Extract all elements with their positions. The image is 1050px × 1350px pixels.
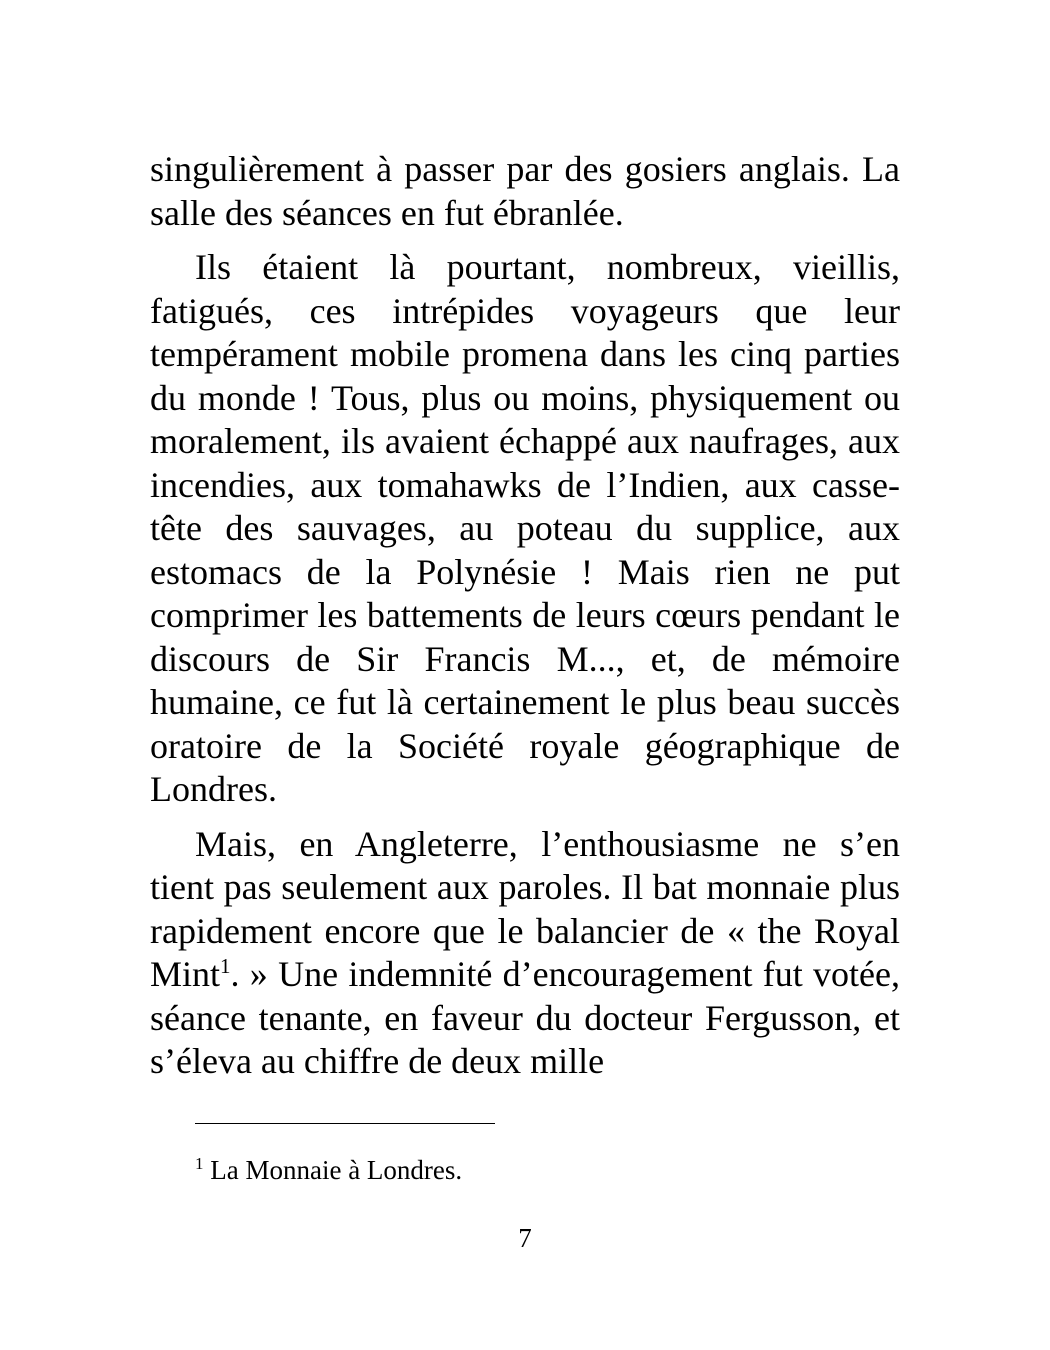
footnote-separator [195, 1123, 495, 1124]
footnote-marker: 1 [195, 1154, 204, 1173]
paragraph-enthusiasm-text-start: Mais, en Angleterre, l’enthousiasme ne s’en tient pas seulement aux paroles. Il bat monnaie plus rapidement encore que le balancier de « the Royal Mint [150, 823, 900, 994]
body-text [150, 148, 900, 1084]
footnote-reference: 1 [220, 954, 231, 978]
page-number: 7 [518, 1223, 532, 1253]
footnote [195, 1150, 462, 1190]
paragraph-continued: singulièrement à passer par des gosiers anglais. La salle des séances en fut ébranlée. [150, 149, 900, 233]
footnote-text: La Monnaie à Londres. [203, 1155, 463, 1185]
paragraph-travellers: Ils étaient là pourtant, nombreux, vieillis, fatigués, ces intrépides voyageurs que leur tempérament mobile promena dans les cinq parties du monde ! Tous, plus ou moins, physiquement ou moralement, ils avaient échappé aux naufrages, aux incendies, aux tomahawks de l’Indien, aux casse-tête des sauvages, au poteau du supplice, aux estomacs de la Polynésie ! Mais rien ne put comprimer les battements de leurs cœurs pendant le discours de Sir Francis M..., et, de mémoire humaine, ce fut là certainement le plus beau succès oratoire de la Société royale géographique de Londres. [150, 247, 900, 809]
paragraph-enthusiasm-text-end: . » Une indemnité d’encouragement fut votée, séance tenante, en faveur du docteur Fergusson, et s’éleva au chiffre de deux mille [150, 954, 900, 1081]
paragraph-enthusiasm [150, 823, 900, 1084]
